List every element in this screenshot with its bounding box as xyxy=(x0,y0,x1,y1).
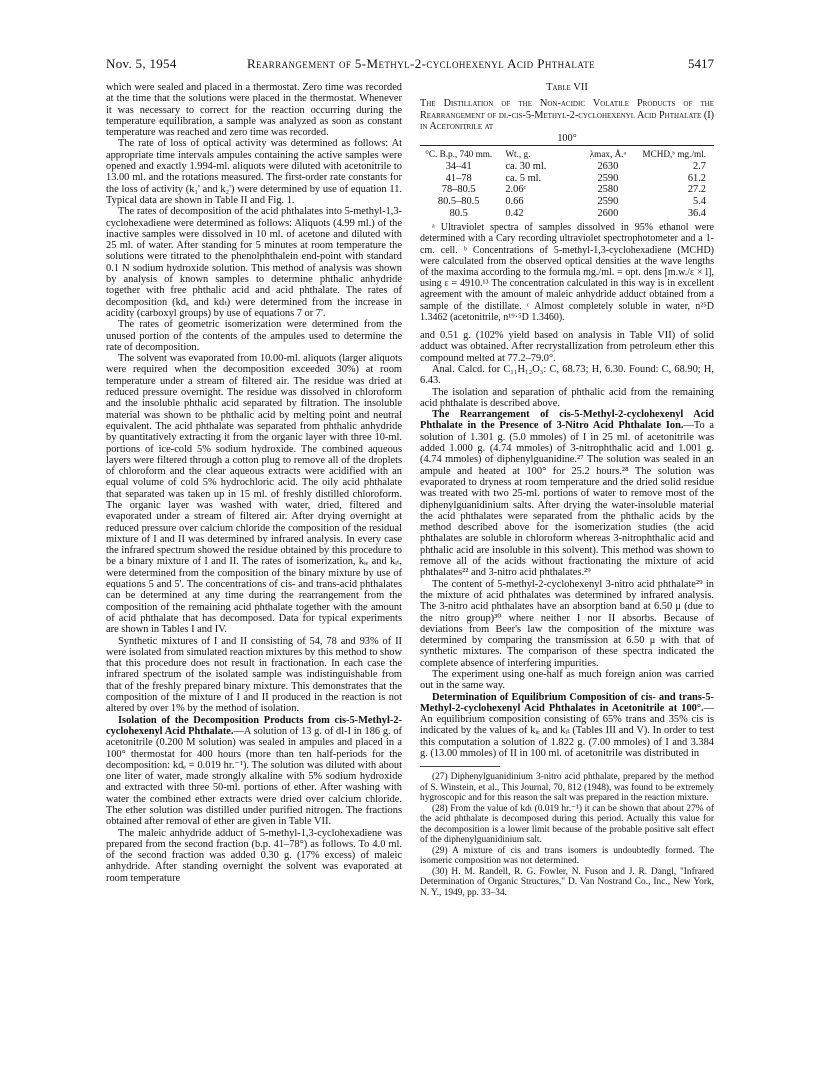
running-title: Rearrangement of 5-Methyl-2-cyclohexenyl Acid Phthalate xyxy=(246,56,596,71)
paragraph: The rates of geometric isomerization were determined from the unused portion of the contents of the ampules used to determine the rate of decomposition. xyxy=(106,319,402,353)
table-cell: ca. 5 ml. xyxy=(505,172,542,184)
table-caption xyxy=(420,98,714,144)
section-heading: Determination of Equilibrium Composition of cis- and trans-5-Methyl-2-cyclohexenyl Acid Phthalates in Acetonitrile at 100°. xyxy=(420,691,714,714)
paragraph: The isolation and separation of phthalic acid from the remaining acid phthalate is described above. xyxy=(420,386,714,409)
table-cell: 61.2 xyxy=(687,172,706,184)
section-equilibrium xyxy=(420,692,714,760)
table-header-row xyxy=(420,146,714,161)
paragraph: The rates of decomposition of the acid phthalates into 5-methyl-1,3-cyclohexadiene were determined as follows: Aliquots (4.99 ml.) of the inactive samples were dissolved in 10 ml. of acetone and diluted with 25 ml. of water. After standing for 5 minutes at room temperature the solutions were titrated to the phenolphthalein end-point with standard 0.1 N sodium hydroxide solution. This method of analysis was shown by analysis of known samples to determine phthalic anhydride together with free phthalic acid and acid phthalate. The rates of decomposition (kdₐ and kdₜ) were determined from the increase in acidity (carboxyl groups) by use of equations 7 or 7'. xyxy=(106,206,402,319)
paragraph: Synthetic mixtures of I and II consisting of 54, 78 and 93% of II were isolated from simulated reaction mixtures by this method to show that this procedure does not result in fractionation. In each case the infrared spectrum of the isolated sample was indistinguishable from that of the freshly prepared binary mixture. This demonstrates that the composition of the mixture of I and II produced in the reaction is not altered by over 1% by the method of isolation. xyxy=(106,635,402,715)
table-cell: 2590 xyxy=(597,172,619,184)
table-footnote: ᵃ Ultraviolet spectra of samples dissolved in 95% ethanol were determined with a Cary recording ultraviolet spectrophotometer and a 1-cm. cell. ᵇ Concentrations of 5-methyl-1,3-cyclohexadiene (MCHD) were calculated from the observed optical densities at the wave lengths of the maxima according to the formula mg./ml. = opt. dens [m.w./ε × l], using ε = 4910.¹³ The concentration calculated in this way is in excellent agreement with the amount of maleic anhydride adduct obtained from a sample of the distillate. ᶜ Almost completely soluble in water, n²⁵D 1.3462 (acetonitrile, n¹⁹·⁵D 1.3460). xyxy=(420,222,714,323)
journal-date: Nov. 5, 1954 xyxy=(106,56,177,71)
paragraph: The solvent was evaporated from 10.00-ml. aliquots (larger aliquots were required when the decomposition exceeded 30%) at room temperature under a stream of filtered air. The residue was dried at reduced pressure overnight. The residue was dissolved in chloroform and the insoluble phthalic acid separated by filtration. The insoluble material was shown to be phthalic acid by melting point and neutral equivalent. The acid phthalate was separated from phthalic anhydride by quantitatively extracting it from the organic layer with three 10-ml. portions of ice-cold 5% sodium hydroxide. The combined aqueous layers were filtered through a cotton plug to remove all of the droplets of chloroform and the clear aqueous extracts were acidified with an equal volume of cold 5% hydrochloric acid. The oily acid phthalate that separated was taken up in 15 ml. of freshly distilled chloroform. The organic layer was washed with water, dried, filtered and evaporated under a stream of filtered air. After drying overnight at reduced pressure over calcium chloride the composition of the residual mixture of I and II was determined by infrared analysis. In every case the infrared spectrum showed the residue obtained by this procedure to be a binary mixture of I and II. The rates of isomerization, kᵢₑ and kᵢₜ, were determined from the composition of the binary mixture by use of equations 5 and 5'. The concentrations of cis- and trans-acid phthalates can be determined at any time during the rearrangement from the composition of the remaining acid phthalate together with the amount of acid phthalate that has decomposed. Data for typical experiments are shown in Tables I and IV. xyxy=(106,353,402,636)
right-column xyxy=(420,82,714,898)
table-row xyxy=(420,161,714,173)
section-heading: Isolation of the Decomposition Products from cis-5-Methyl-2-cyclohexenyl Acid Phthalate. xyxy=(106,714,402,737)
table-cell: 5.4 xyxy=(693,196,706,208)
table-cell: 2590 xyxy=(597,196,619,208)
paragraph: The maleic anhydride adduct of 5-methyl-1,3-cyclohexadiene was prepared from the second fraction (b.p. 41–78°) as follows. To 4.0 ml. of the second fraction was added 0.30 g. (17% excess) of maleic anhydride. After standing overnight the solvent was evaporated at room temperature xyxy=(106,827,402,884)
table-cell: 78–80.5 xyxy=(441,184,476,196)
column-header: λmax, Å.ᵃ xyxy=(589,149,627,160)
table-cell: 2630 xyxy=(597,161,619,173)
section-isolation xyxy=(106,715,402,828)
table-cell: 0.66 xyxy=(505,196,524,208)
paragraph: which were sealed and placed in a thermostat. Zero time was recorded at the time that the solutions were placed in the thermostat. Whenever it was necessary to correct for the reaction occurring during the temperature equilibration, a sample was analyzed as soon as constant temperature was reached and zero time was recorded. xyxy=(106,82,402,139)
left-column xyxy=(106,82,402,884)
table-cell: 36.4 xyxy=(687,207,706,219)
table-cell: 80.5 xyxy=(449,207,468,219)
paragraph: The content of 5-methyl-2-cyclohexenyl 3-nitro acid phthalate²⁹ in the mixture of acid phthalates was determined by infrared analysis. The 3-nitro acid phthalates have an absorption band at 6.50 μ (due to the nitro group)³⁰ where neither I nor II absorbs. Because of deviations from Beer's law the composition of the mixture was determined by comparing the transmission at 6.50 μ with that of synthetic mixtures. The comparison of these spectra indicated the complete absence of interfering impurities. xyxy=(420,578,714,669)
column-header: Wt., g. xyxy=(505,149,531,160)
table-number: Table VII xyxy=(546,82,588,93)
column-header: °C. B.p., 740 mm. xyxy=(425,149,493,160)
table-cell: 80.5–80.5 xyxy=(437,196,480,208)
table-row xyxy=(420,184,714,196)
column-header: MCHD,ᵇ mg./ml. xyxy=(642,149,706,160)
table-cell: 34–41 xyxy=(445,161,472,173)
table-cell: ca. 30 ml. xyxy=(505,161,547,173)
footnote-divider xyxy=(420,766,500,767)
table-row xyxy=(420,196,714,208)
table-cell: 2600 xyxy=(597,207,619,219)
table-caption-text: The Distillation of the Non-acidic Volatile Products of the Rearrangement of dl-cis-5-Methyl-2-cyclohexenyl Acid Phthalate (I) in Acetonitrile at xyxy=(420,98,714,133)
distillation-table xyxy=(420,146,714,219)
paragraph: The experiment using one-half as much foreign anion was carried out in the same way. xyxy=(420,669,714,692)
section-body: —To a solution of 1.301 g. (5.0 mmoles) of I in 25 ml. of acetonitrile was added 1.000 g. (4.74 mmoles) of 3-nitrophthalic acid and 1.001 g. (4.74 mmoles) of diphenylguanidine.²⁷ The solution was sealed in an ampule and heated at 100° for 25.2 hours.²⁸ The solution was evaporated to dryness at room temperature and the dried solid residue was treated with two 25-ml. portions of water to remove most of the diphenylguanidinium salts. After drying the water-insoluble material the acid phthalates were separated from the phthalic acids by the method described above for the isomerization studies (the acid phthalates are soluble in chloroform whereas 3-nitrophthalic acid and phthalic acid are insoluble in this solvent). This method was shown to remove all of the acids without fractionating the mixture of acid phthalates²² and 3-nitro acid phthalates.²⁹ xyxy=(420,420,715,579)
section-nitro xyxy=(420,409,714,578)
table-row xyxy=(420,208,714,220)
table-cell: 2.7 xyxy=(693,161,706,173)
section-body: —An equilibrium composition consisting of 65% trans and 35% cis is indicated by the values of kᵢₑ and kᵢₜ (Tables III and V). In order to test this computation a solution of 1.822 g. (7.00 mmoles) of I and 3.384 g. (13.00 mmoles) of II in 100 ml. of acetonitrile was distributed in xyxy=(420,702,714,760)
table-cell: 0.42 xyxy=(505,207,524,219)
running-header xyxy=(106,56,714,72)
table-cell: 27.2 xyxy=(687,184,706,196)
analysis-line: Anal. Calcd. for C₁₁H₁₂O₃: C, 68.73; H, 6.30. Found: C, 68.90; H, 6.43. xyxy=(420,363,714,387)
page-number: 5417 xyxy=(688,56,714,71)
section-body: —A solution of 13 g. of dl-I in 186 g. of acetonitrile (0.200 M solution) was sealed in ampules and placed in a 100° thermostat for 400 hours (more than ten half-periods for the decomposition: kdₑ = 0.019 hr.⁻¹). The solution was diluted with about one liter of water, made strongly alkaline with 5% sodium hydroxide and extracted with three 50-ml. portions of ether. After washing with water the combined ether extracts were dried over calcium chloride. The ether solution was distilled under purified nitrogen. The fractions obtained after removal of ether are given in Table VII. xyxy=(106,725,402,828)
footnote: (29) A mixture of cis and trans isomers is undoubtedly formed. The isomeric composition was not determined. xyxy=(420,845,714,867)
table-caption-temperature: 100° xyxy=(557,132,577,144)
table-cell: 2580 xyxy=(597,184,619,196)
footnote: (27) Diphenylguanidinium 3-nitro acid phthalate, prepared by the method of S. Winstein, et al., This Journal, 70, 812 (1948), was found to be extremely hygroscopic and for this reason the salt was prepared in the reaction mixture. xyxy=(420,772,714,804)
section-heading: The Rearrangement of cis-5-Methyl-2-cyclohexenyl Acid Phthalate in the Presence of 3-Nitro Acid Phthalate Ion. xyxy=(420,409,714,432)
table-cell: 41–78 xyxy=(445,172,472,184)
footnote: (30) H. M. Randell, R. G. Fowler, N. Fuson and J. R. Dangl, "Infrared Determination of Organic Structures," D. Van Nostrand Co., Inc., New York, N. Y., 1949, pp. 33–34. xyxy=(420,866,714,898)
footnote: (28) From the value of kdₜ (0.019 hr.⁻¹) it can be shown that about 27% of the acid phthalate is decomposed during this period. Actually this value for the decomposition is a lower limit because of the probable positive salt effect of the diphenylguanidinium salt. xyxy=(420,803,714,846)
paragraph: The rate of loss of optical activity was determined as follows: At appropriate time intervals ampules containing the active samples were opened and exactly 1.994-ml. aliquots were diluted with acetonitrile to 13.00 ml. and the rotations measured. The first-order rate constants for the loss of activity (k₁' and k₂') were determined by use of equation 11. Typical data are shown in Table II and Fig. 1. xyxy=(106,138,402,206)
paragraph: and 0.51 g. (102% yield based on analysis in Table VII) of solid adduct was obtained. After recrystallization from petroleum ether this compound melted at 77.2–79.0°. xyxy=(420,330,714,364)
table-cell: 2.06ᶜ xyxy=(505,184,527,196)
table-row xyxy=(420,173,714,185)
